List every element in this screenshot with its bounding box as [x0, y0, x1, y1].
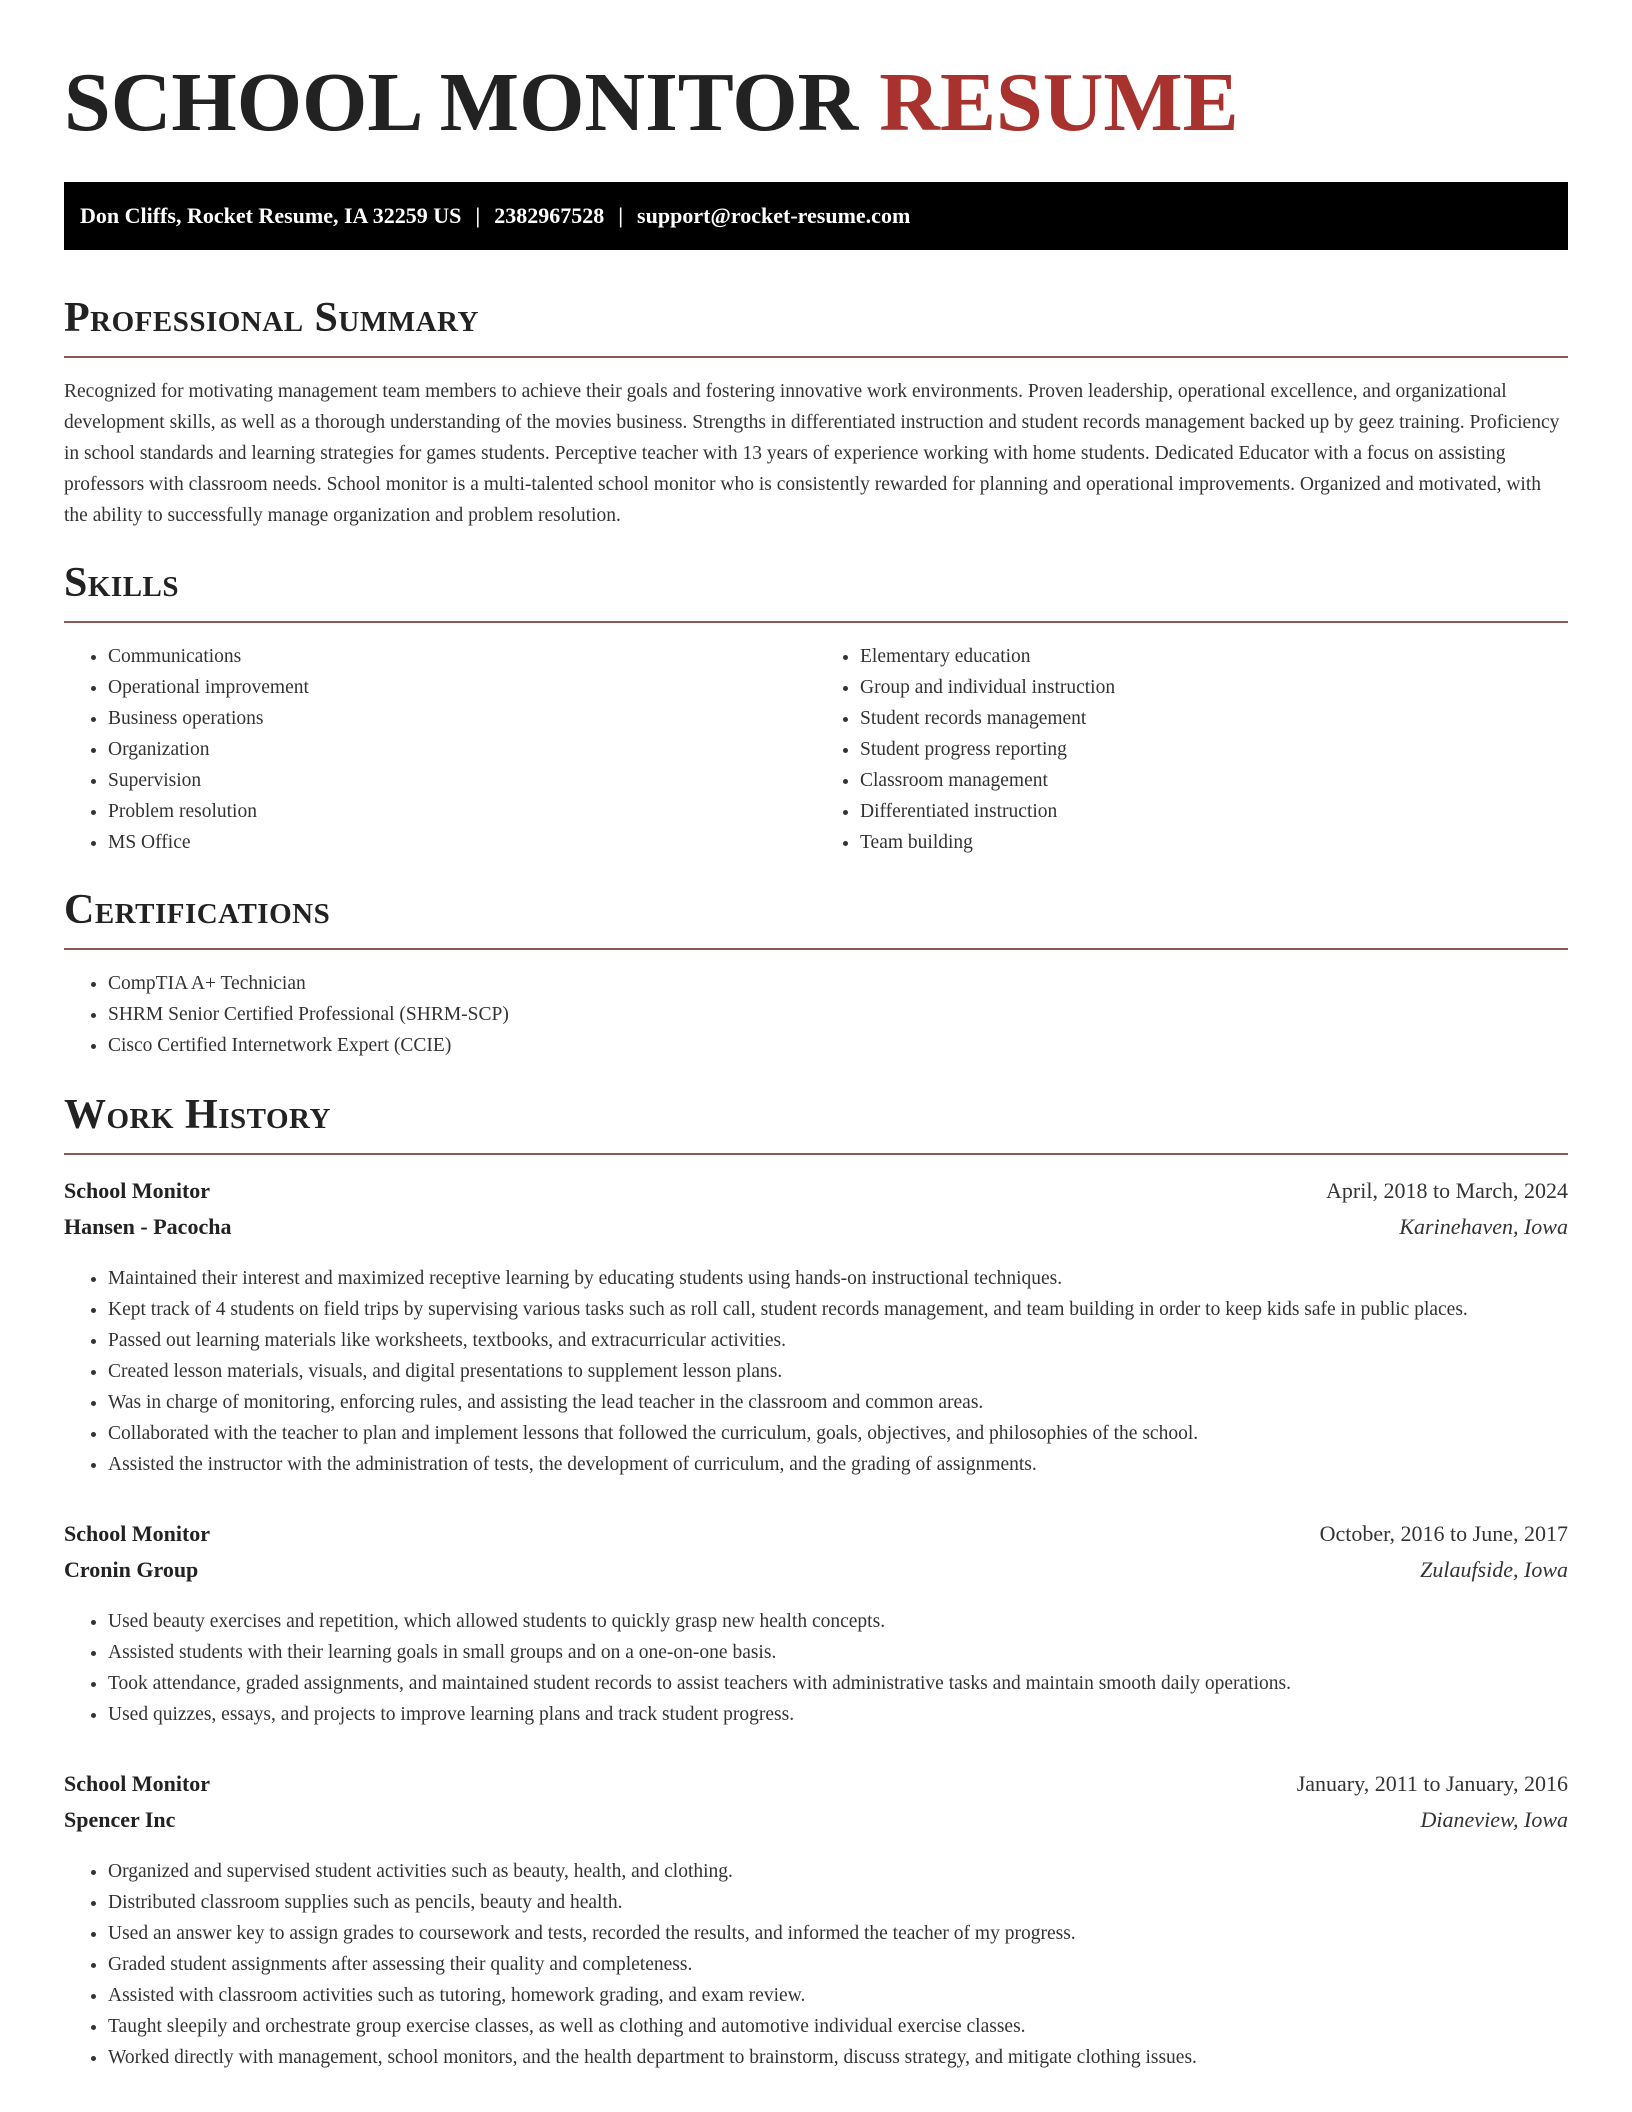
contact-bar [64, 182, 1568, 250]
certifications-list [64, 968, 1568, 1061]
job-duty: • Maintained their interest and maximized receptive learning by educating students using hands-on instructional techniques. [108, 1263, 1568, 1294]
section-divider [64, 356, 1568, 358]
skill-item: • Operational improvement [108, 672, 816, 703]
job-entry [64, 1173, 1568, 1480]
contact-separator: | [618, 203, 624, 228]
job-company: Cronin Group [64, 1557, 199, 1582]
job-dates: January, 2011 to January, 2016 [1296, 1771, 1568, 1796]
certification-item: • Cisco Certified Internetwork Expert (CCIE) [108, 1030, 1568, 1061]
skill-item: • Business operations [108, 703, 816, 734]
job-header-row [64, 1766, 1568, 1802]
skill-item: • Supervision [108, 765, 816, 796]
section-divider [64, 1153, 1568, 1155]
contact-separator: | [475, 203, 481, 228]
job-duties-list [64, 1606, 1568, 1730]
contact-email: support@rocket-resume.com [637, 203, 911, 228]
skill-item: • Differentiated instruction [860, 796, 1568, 827]
job-duty: • Graded student assignments after assessing their quality and completeness. [108, 1949, 1568, 1980]
certification-item: • SHRM Senior Certified Professional (SHRM-SCP) [108, 999, 1568, 1030]
job-location: Karinehaven, Iowa [1399, 1214, 1568, 1239]
contact-phone: 2382967528 [494, 203, 605, 228]
job-company-row [64, 1552, 1568, 1588]
section-heading: Certifications [64, 887, 331, 933]
summary-text: Recognized for motivating management team members to achieve their goals and fostering innovative work environments. Proven leadership, operational excellence, and organizational development skills, as well as a thorough understanding of the movies business. Strengths in differentiated instruction and student records management backed up by geez training. Proficiency in school standards and learning strategies for games students. Perceptive teacher with 13 years of experience working with home students. Dedicated Educator with a focus on assisting professors with classroom needs. School monitor is a multi-talented school monitor who is consistently rewarded for planning and operational improvements. Organized and motivated, with the ability to successfully manage organization and problem resolution. [64, 381, 1560, 526]
job-location: Dianeview, Iowa [1420, 1807, 1568, 1832]
resume-title-main: SCHOOL MONITOR [64, 56, 859, 149]
job-duty: • Taught sleepily and orchestrate group exercise classes, as well as clothing and automotive individual exercise classes. [108, 2011, 1568, 2042]
skill-item: • Communications [108, 641, 816, 672]
section-heading: Work History [64, 1092, 331, 1138]
job-duty: • Passed out learning materials like worksheets, textbooks, and extracurricular activities. [108, 1325, 1568, 1356]
job-header-row [64, 1173, 1568, 1209]
job-duty: • Distributed classroom supplies such as pencils, beauty and health. [108, 1887, 1568, 1918]
job-company: Hansen - Pacocha [64, 1214, 232, 1239]
job-location: Zulaufside, Iowa [1420, 1557, 1568, 1582]
job-duty: • Created lesson materials, visuals, and digital presentations to supplement lesson plans. [108, 1356, 1568, 1387]
certifications-section [64, 886, 1568, 1061]
contact-address: Don Cliffs, Rocket Resume, IA 32259 US [80, 203, 462, 228]
skill-item: • Organization [108, 734, 816, 765]
skill-item: • Problem resolution [108, 796, 816, 827]
job-title: School Monitor [64, 1521, 211, 1546]
job-duty: • Was in charge of monitoring, enforcing rules, and assisting the lead teacher in the classroom and common areas. [108, 1387, 1568, 1418]
skill-item: • Student progress reporting [860, 734, 1568, 765]
professional-summary-section [64, 294, 1568, 531]
job-dates: October, 2016 to June, 2017 [1319, 1521, 1568, 1546]
job-dates: April, 2018 to March, 2024 [1326, 1178, 1568, 1203]
job-duty: • Used beauty exercises and repetition, which allowed students to quickly grasp new health concepts. [108, 1606, 1568, 1637]
job-duty: • Collaborated with the teacher to plan and implement lessons that followed the curriculum, goals, objectives, and philosophies of the school. [108, 1418, 1568, 1449]
job-entry [64, 1516, 1568, 1730]
skills-list-right [816, 641, 1568, 858]
job-header-row [64, 1516, 1568, 1552]
job-company-row [64, 1209, 1568, 1245]
section-divider [64, 948, 1568, 950]
skill-item: • Team building [860, 827, 1568, 858]
job-duty: • Worked directly with management, school monitors, and the health department to brainstorm, discuss strategy, and mitigate clothing issues. [108, 2042, 1568, 2073]
skills-columns [64, 641, 1568, 858]
work-history-section [64, 1091, 1568, 2073]
skill-item: • Classroom management [860, 765, 1568, 796]
job-duty: • Kept track of 4 students on field trips by supervising various tasks such as roll call, student records management, and team building in order to keep kids safe in public places. [108, 1294, 1568, 1325]
skill-item: • Elementary education [860, 641, 1568, 672]
job-duty: • Assisted the instructor with the administration of tests, the development of curriculum, and the grading of assignments. [108, 1449, 1568, 1480]
skills-section [64, 559, 1568, 858]
job-duties-list [64, 1263, 1568, 1480]
job-duty: • Took attendance, graded assignments, and maintained student records to assist teachers with administrative tasks and maintain smooth daily operations. [108, 1668, 1568, 1699]
job-duty: • Assisted with classroom activities such as tutoring, homework grading, and exam review. [108, 1980, 1568, 2011]
skill-item: • MS Office [108, 827, 816, 858]
job-duties-list [64, 1856, 1568, 2073]
job-entry [64, 1766, 1568, 2073]
section-heading: Professional Summary [64, 295, 479, 341]
skill-item: • Student records management [860, 703, 1568, 734]
job-company-row [64, 1802, 1568, 1838]
job-duty: • Used quizzes, essays, and projects to improve learning plans and track student progress. [108, 1699, 1568, 1730]
job-duty: • Assisted students with their learning goals in small groups and on a one-on-one basis. [108, 1637, 1568, 1668]
section-divider [64, 621, 1568, 623]
job-duty: • Organized and supervised student activities such as beauty, health, and clothing. [108, 1856, 1568, 1887]
resume-title [64, 0, 1568, 148]
certification-item: • CompTIA A+ Technician [108, 968, 1568, 999]
job-title: School Monitor [64, 1178, 211, 1203]
job-company: Spencer Inc [64, 1807, 176, 1832]
resume-title-accent: RESUME [879, 56, 1239, 149]
skill-item: • Group and individual instruction [860, 672, 1568, 703]
section-heading: Skills [64, 560, 180, 606]
job-duty: • Used an answer key to assign grades to coursework and tests, recorded the results, and informed the teacher of my progress. [108, 1918, 1568, 1949]
job-title: School Monitor [64, 1771, 211, 1796]
skills-list-left [64, 641, 816, 858]
